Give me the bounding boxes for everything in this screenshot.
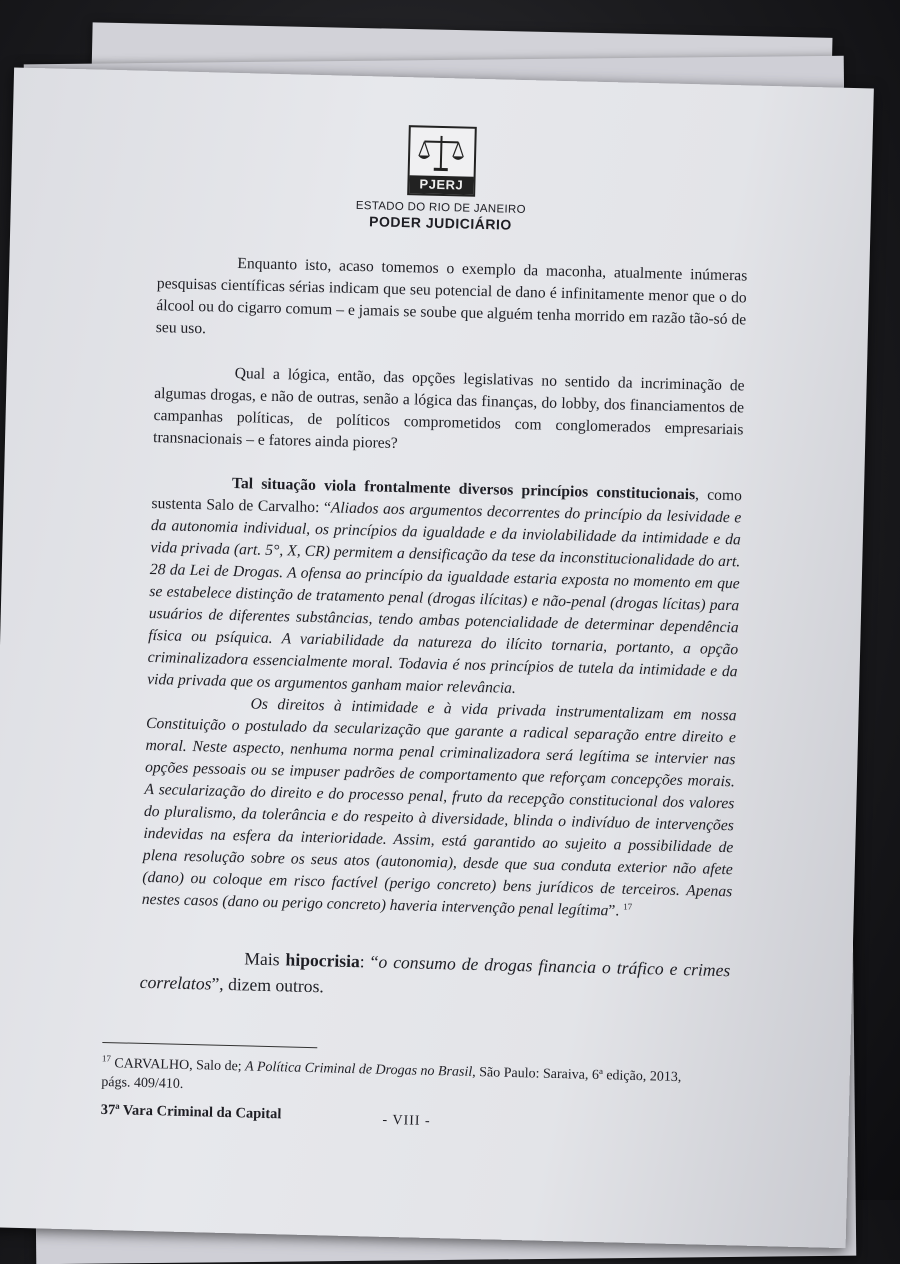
paragraph-1: Enquanto isto, acaso tomemos o exemplo da maconha, atualmente inúmeras pesquisas científicas sérias indicam que seu potencial de dano é infinitamente menor que o do álcool ou do cigarro comum – e jamais se soube que alguém tenha morrido em razão tão-só de seu uso. — [155, 255, 748, 338]
paragraph-2: Qual a lógica, então, das opções legislativas no sentido da incriminação de algumas drogas, e não de outras, senão a lógica das finanças, do lobby, dos financiamentos de campanhas políticas, de políticos comprometidos com conglomerados empresariais transnacionais – e fatores ainda piores? — [152, 364, 745, 452]
emphasis-bold: Tal situação viola frontalmente diversos princípios constitucionais — [231, 474, 696, 504]
state-name: ESTADO DO RIO DE JANEIRO — [355, 199, 526, 217]
document-body — [139, 251, 748, 1031]
text-run: ”, dizem outros. — [211, 973, 325, 997]
quotation-text: o consumo de drogas financia o tráfico e crimes correlatos — [139, 951, 731, 994]
footnote-divider — [102, 1042, 317, 1048]
court-name: 37ª Vara Criminal da Capital — [100, 1101, 282, 1123]
footnote-details: , São Paulo: Saraiva, 6ª edição, 2013, págs. 409/410. — [101, 1064, 682, 1092]
footnote-author: CARVALHO, Salo de; — [110, 1056, 246, 1075]
text-run: Mais — [244, 948, 286, 970]
paragraph-3 — [147, 471, 742, 705]
text-run: : “ — [359, 951, 379, 972]
footnote-number: 17 — [101, 1053, 112, 1064]
document-page — [0, 67, 874, 1248]
footnote — [101, 1054, 702, 1107]
paragraph-5 — [140, 943, 731, 1009]
page-number: - VIII - — [382, 1112, 431, 1129]
quote-close: ”. — [608, 902, 624, 920]
quotation-text: Os direitos à intimidade e à vida privada instrumentalizam em nossa Constituição o postulado da secularização que garante a radical separação entre direito e moral. Neste aspecto, nenhuma norma penal criminalizadora será legítima se intervier nas opções pessoais ou se impuser padrões de comportamento que reforçam concepções morais. A secularização do direito e do processo penal, fruto da recepção constitucional dos valores do pluralismo, da tolerância e do respeito à diversidade, blinda o indivíduo de intervenções indevidas na esfera da interioridade. Assim, está garantido ao sujeito a possibilidade de plena resolução sobre os seus atos (autonomia), desde que sua conduta exterior não afete (dano) ou coloque em risco factível (perigo concreto) bens jurídicos de terceiros. Apenas nestes casos (dano ou perigo concreto) haveria intervenção penal legítima — [141, 695, 737, 920]
emphasis-bold: hipocrisia — [285, 949, 361, 972]
footnote-ref: 17 — [623, 901, 633, 912]
scales-of-justice-icon — [416, 131, 467, 174]
footnote-title: A Política Criminal de Drogas no Brasil — [244, 1059, 473, 1080]
paragraph-4 — [142, 691, 737, 925]
quotation-text: Aliados aos argumentos decorrentes do princípio da lesividade e da autonomia individual, os princípios da igualdade e da inviolabilidade da intimidade e da vida privada (art. 5°, X, CR) permitem a densificação da tese da inconstitucionalidade do art. 28 da Lei de Drogas. A ofensa ao princípio da igualdade estaria exposta no momento em que se estabelece distinção de tratamento penal (drogas ilícitas) e não-penal (drogas lícitas) para usuários de diferentes substâncias, tendo ambas potencialidade de determinar dependência física ou psíquica. A variabilidade da natureza do ilícito tornaria, portanto, a opção criminalizadora essencialmente moral. Todavia é nos princípios de tutela da intimidade e da vida privada que os argumentos ganham maior relevância. — [147, 499, 742, 697]
letterhead — [10, 115, 872, 241]
pjerj-logo — [407, 125, 477, 197]
branch-name: PODER JUDICIÁRIO — [368, 213, 512, 233]
logo-text: PJERJ — [409, 175, 473, 195]
text-run: , como sustenta Salo de Carvalho: “ — [151, 486, 743, 517]
